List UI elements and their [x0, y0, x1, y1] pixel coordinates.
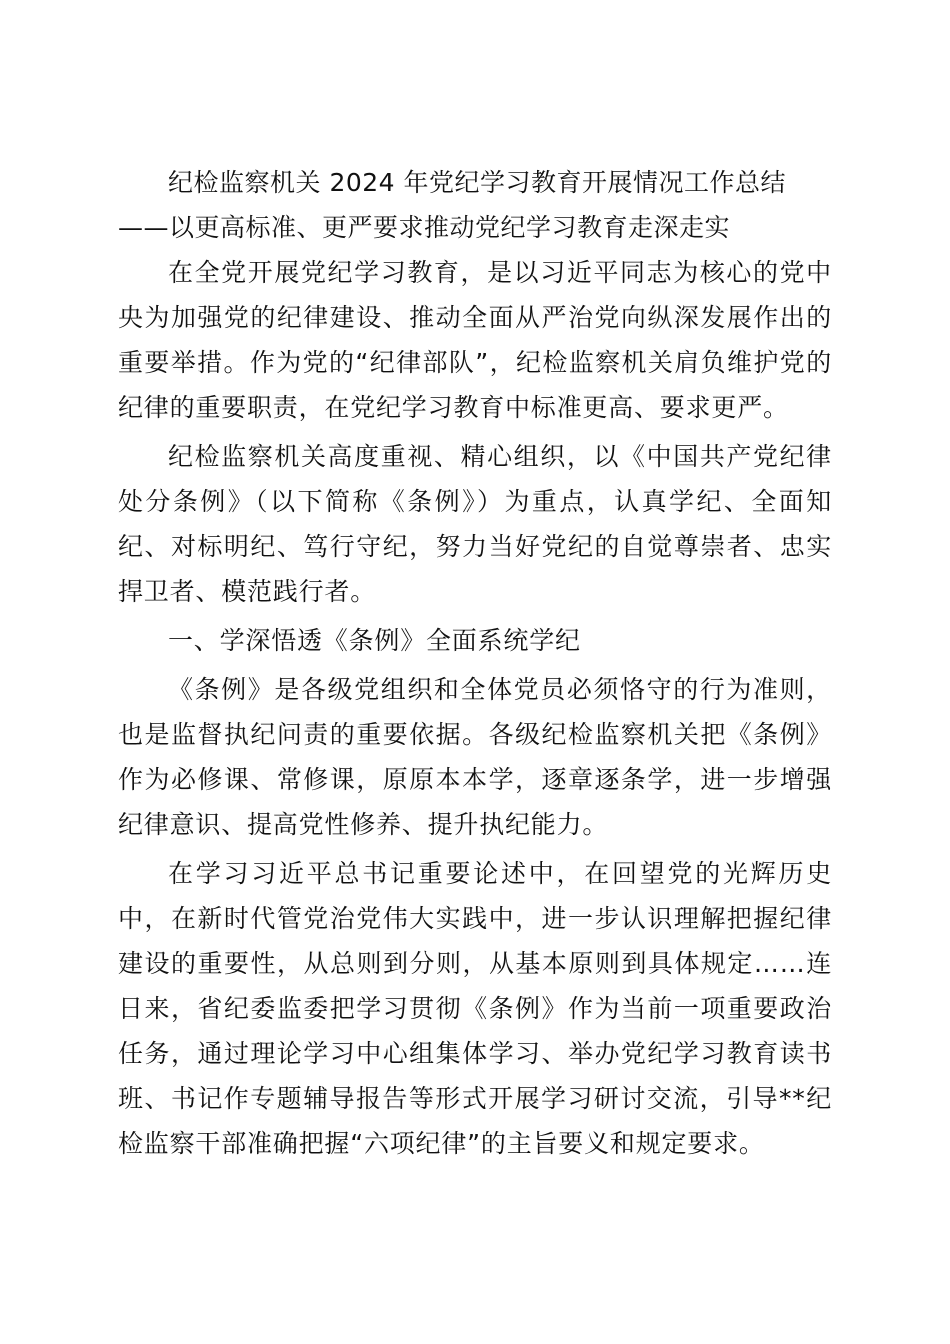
intro-paragraph-2: 纪检监察机关高度重视、精心组织，以《中国共产党纪律处分条例》（以下简称《条例》）为重点，认真学纪、全面知纪、对标明纪、笃行守纪，努力当好党纪的自觉尊崇者、忠实捍卫者、模范践行者。 [118, 442, 832, 606]
document-page [118, 160, 832, 1170]
section-1-heading: 一、学深悟透《条例》全面系统学纪 [168, 626, 581, 655]
section-1-paragraph-1: 《条例》是各级党组织和全体党员必须恪守的行为准则，也是监督执纪问责的重要依据。各级纪检监察机关把《条例》作为必修课、常修课，原原本本学，逐章逐条学，进一步增强纪律意识、提高党性修养、提升执纪能力。 [118, 675, 832, 839]
intro-paragraph-1: 在全党开展党纪学习教育，是以习近平同志为核心的党中央为加强党的纪律建设、推动全面从严治党向纵深发展作出的重要举措。作为党的“纪律部队”，纪检监察机关肩负维护党的纪律的重要职责，在党纪学习教育中标准更高、要求更严。 [118, 258, 832, 422]
document-title: 纪检监察机关 2024 年党纪学习教育开展情况工作总结 [168, 168, 787, 197]
section-1-paragraph-2: 在学习习近平总书记重要论述中，在回望党的光辉历史中，在新时代管党治党伟大实践中，进一步认识理解把握纪律建设的重要性，从总则到分则，从基本原则到具体规定……连日来，省纪委监委把学习贯彻《条例》作为当前一项重要政治任务，通过理论学习中心组集体学习、举办党纪学习教育读书班、书记作专题辅导报告等形式开展学习研讨交流，引导**纪检监察干部准确把握“六项纪律”的主旨要义和规定要求。 [118, 859, 832, 1158]
document-subtitle: ——以更高标准、更严要求推动党纪学习教育走深走实 [118, 213, 731, 242]
